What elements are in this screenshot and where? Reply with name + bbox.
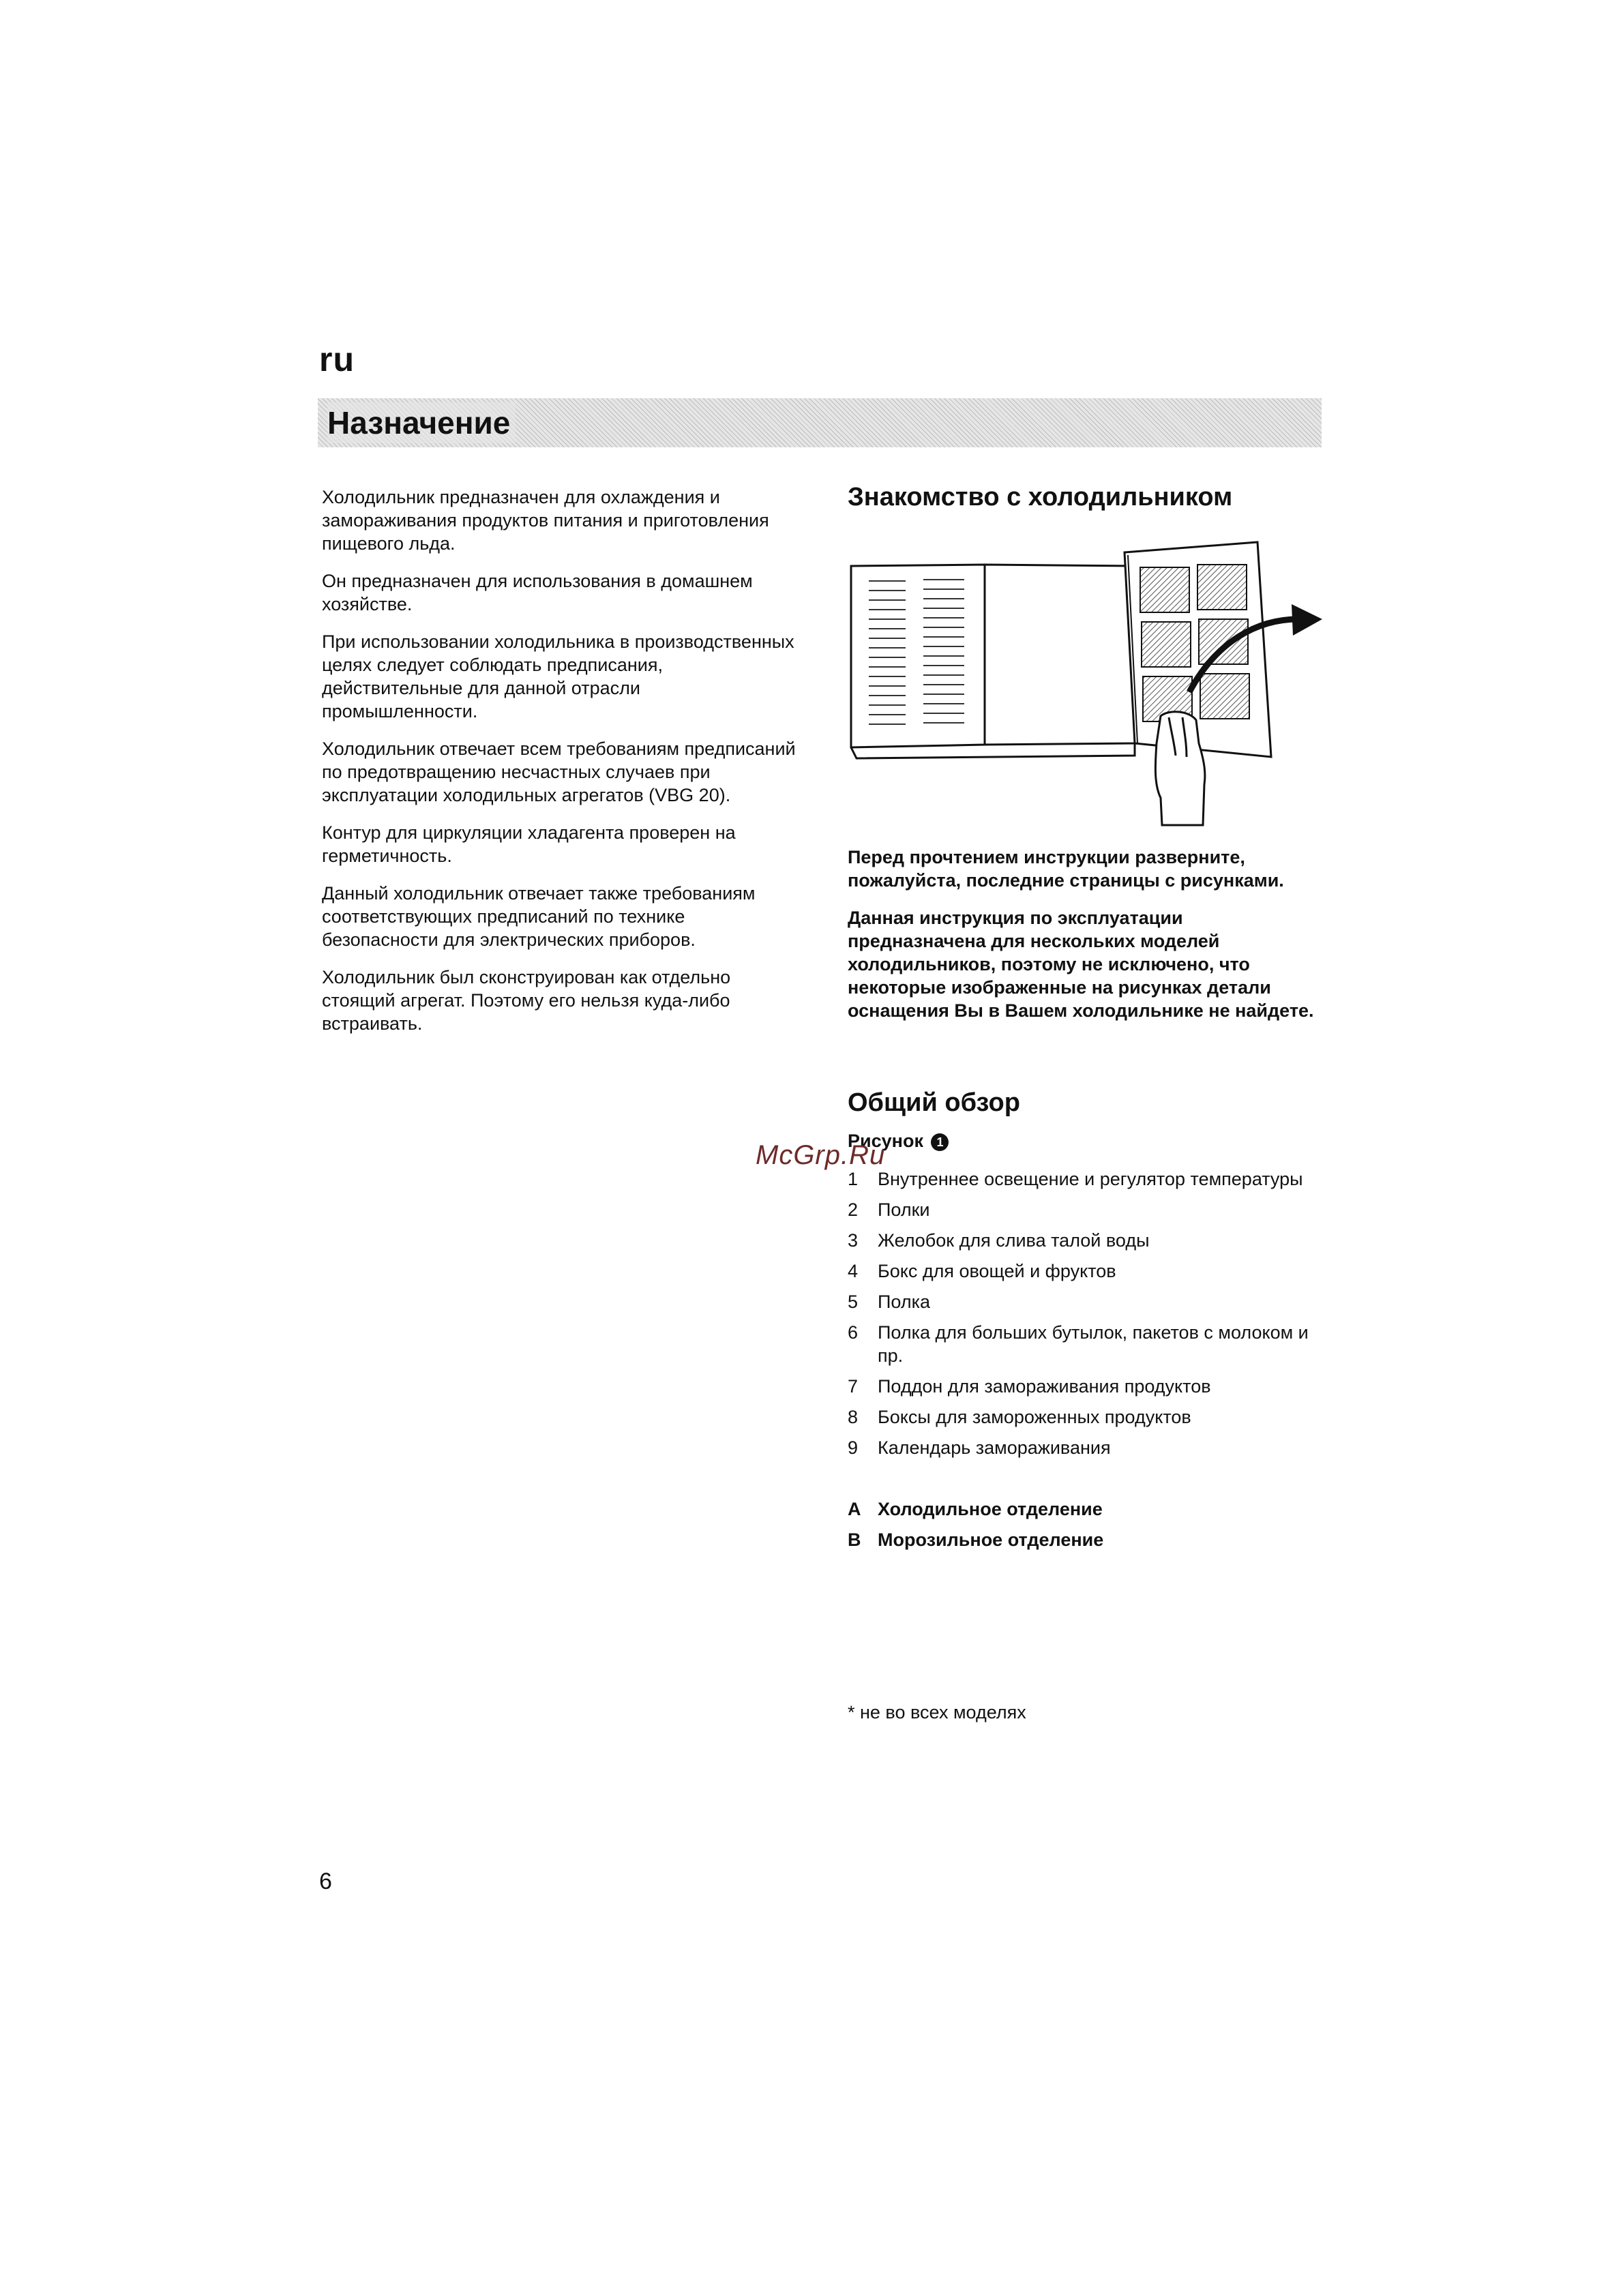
paragraph: Контур для циркуляции хладагента проверен на герметичность.	[322, 822, 736, 866]
item-text: Полка	[878, 1292, 931, 1312]
item-text: Поддон для замораживания продуктов	[878, 1376, 1211, 1397]
parts-list	[848, 1167, 1325, 1467]
item-number: 1	[848, 1169, 859, 1189]
purpose-text-column	[322, 486, 799, 1049]
item-number: 5	[848, 1292, 859, 1312]
item-letter: A	[848, 1499, 861, 1519]
item-letter: B	[848, 1530, 861, 1550]
list-item	[848, 1528, 1325, 1551]
paragraph: Холодильник отвечает всем требованиям предписаний по предотвращению несчастных случаев при эксплуатации холодильных агрегатов (VBG 20).	[322, 739, 796, 805]
watermark: McGrp.Ru	[756, 1140, 886, 1170]
item-text: Внутреннее освещение и регулятор температуры	[878, 1169, 1303, 1189]
item-number: 2	[848, 1199, 859, 1220]
item-number: 6	[848, 1322, 859, 1343]
paragraph: Данный холодильник отвечает также требованиям соответствующих предписаний по технике безопасности для электрических приборов.	[322, 883, 756, 950]
item-text: Календарь замораживания	[878, 1437, 1111, 1458]
figure-number-badge: 1	[931, 1133, 949, 1151]
section-title-bar	[318, 398, 1322, 447]
paragraph: Он предназначен для использования в домашнем хозяйстве.	[322, 571, 753, 614]
compartments-list	[848, 1497, 1325, 1559]
list-item	[848, 1321, 1325, 1367]
bold-note: Данная инструкция по эксплуатации предназначена для нескольких моделей холодильников, поэтому не исключено, что некоторые изображенные на рисунках детали оснащения Вы в Вашем холодильнике не найдете.	[848, 908, 1314, 1021]
item-text: Желобок для слива талой воды	[878, 1230, 1150, 1251]
hand-icon	[1155, 712, 1205, 825]
list-item	[848, 1290, 1325, 1313]
item-number: 9	[848, 1437, 859, 1458]
item-text: Бокс для овощей и фруктов	[878, 1261, 1116, 1281]
intro-heading: Знакомство с холодильником	[848, 483, 1233, 511]
item-text: Холодильное отделение	[878, 1499, 1103, 1519]
item-text: Морозильное отделение	[878, 1530, 1104, 1550]
item-text: Боксы для замороженных продуктов	[878, 1407, 1191, 1427]
arrow-head-icon	[1292, 604, 1322, 636]
bold-note: Перед прочтением инструкции разверните, пожалуйста, последние страницы с рисунками.	[848, 847, 1284, 891]
paragraph: Холодильник был сконструирован как отдельно стоящий агрегат. Поэтому его нельзя куда-либо встраивать.	[322, 967, 731, 1034]
unfold-pages-illustration	[848, 539, 1326, 832]
list-item	[848, 1436, 1325, 1459]
footnote: * не во всех моделях	[848, 1702, 1026, 1723]
booklet-pages	[851, 565, 1135, 758]
item-text: Полки	[878, 1199, 930, 1220]
section-title: Назначение	[327, 402, 516, 443]
overview-heading: Общий обзор	[848, 1088, 1020, 1117]
list-item	[848, 1497, 1325, 1521]
item-number: 3	[848, 1230, 859, 1251]
list-item	[848, 1405, 1325, 1429]
paragraph: При использовании холодильника в производственных целях следует соблюдать предписания, действительные для данной отрасли промышленности.	[322, 631, 794, 721]
folded-picture-page	[1125, 542, 1271, 757]
figure-reference	[848, 1129, 1325, 1152]
page-number: 6	[319, 1868, 332, 1894]
list-item	[848, 1167, 1325, 1191]
paragraph: Холодильник предназначен для охлаждения и замораживания продуктов питания и приготовления пищевого льда.	[322, 487, 769, 554]
list-item	[848, 1198, 1325, 1221]
figure-label: Рисунок	[848, 1131, 923, 1151]
language-code: ru	[319, 340, 355, 378]
item-text: Полка для больших бутылок, пакетов с молоком и пр.	[878, 1322, 1309, 1366]
item-number: 8	[848, 1407, 859, 1427]
list-item	[848, 1259, 1325, 1283]
intro-notes	[848, 846, 1325, 1037]
list-item	[848, 1229, 1325, 1252]
item-number: 4	[848, 1261, 859, 1281]
list-item	[848, 1375, 1325, 1398]
item-number: 7	[848, 1376, 859, 1397]
